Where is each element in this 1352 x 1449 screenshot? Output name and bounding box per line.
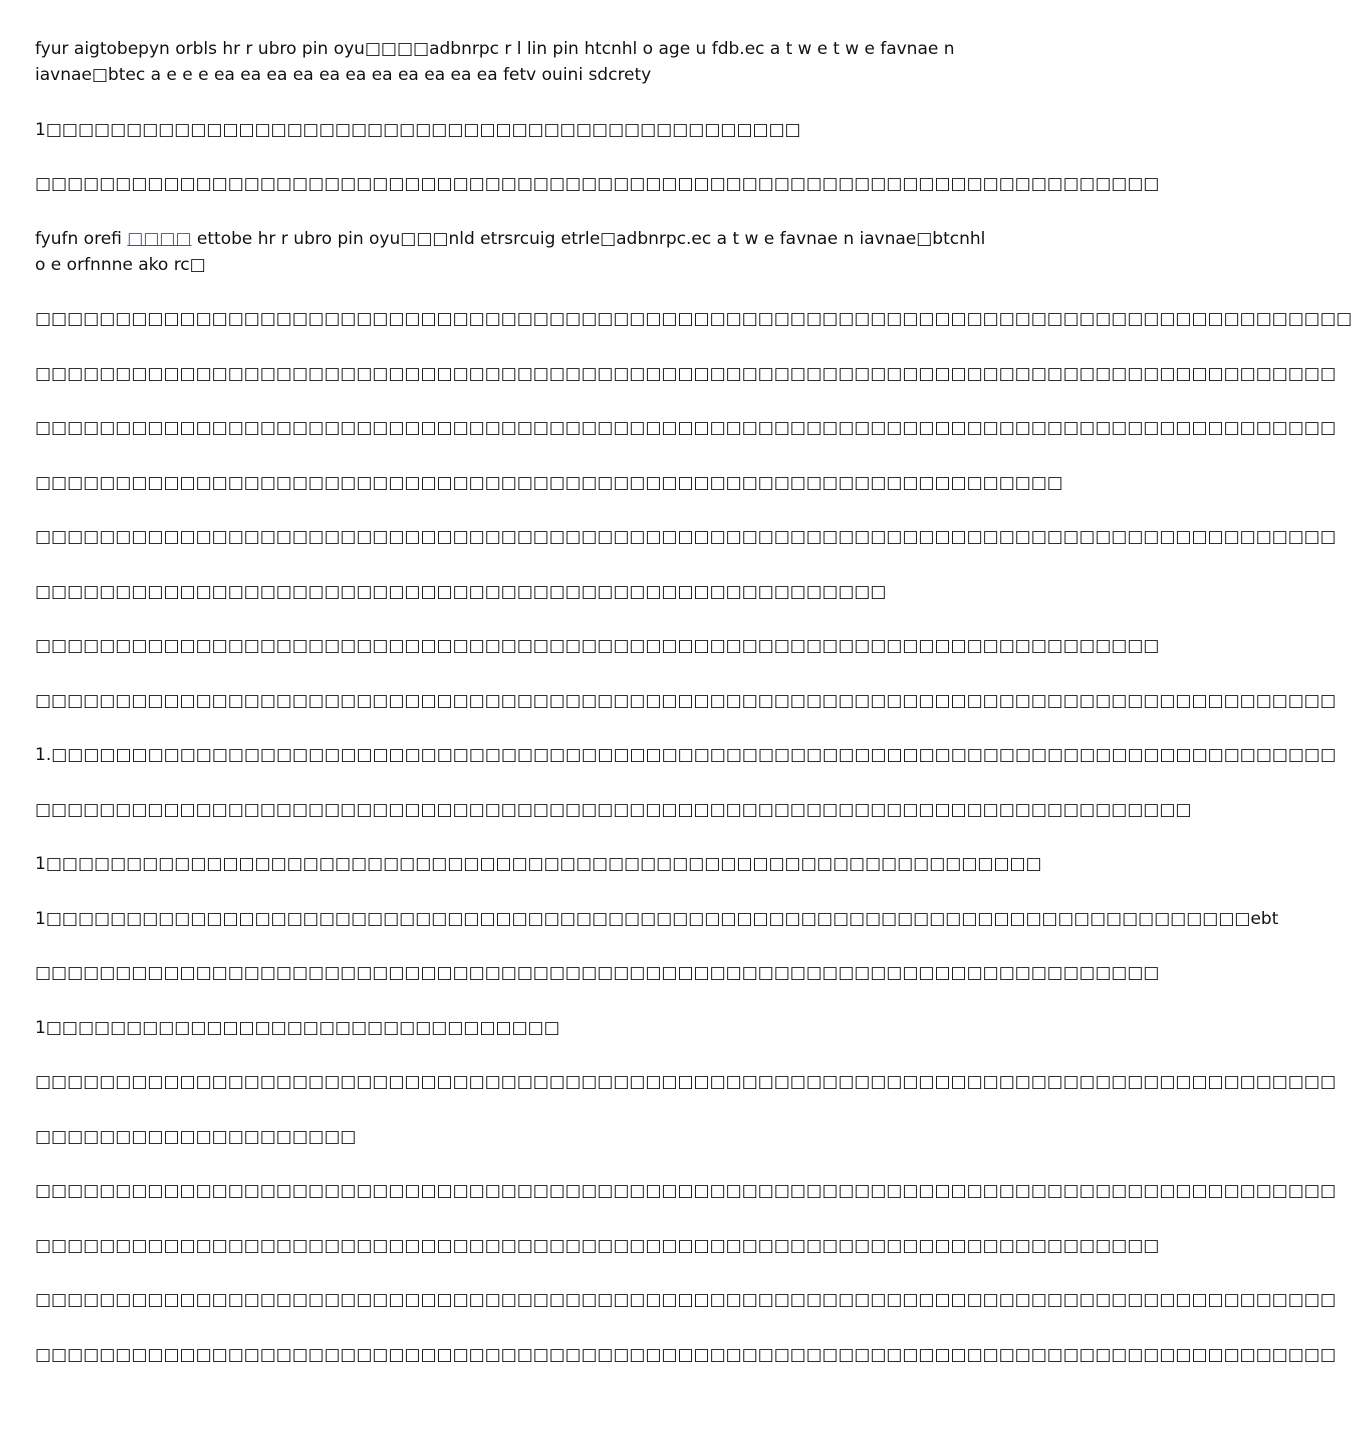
- paragraph-2: 1□□□□□□□□□□□□□□□□□□□□□□□□□□□□□□□□□□□□□□□□□□□□□□□: [35, 119, 801, 140]
- paragraph-1: fyur aigtobepyn orbls hr r ubro pin oyu□□□□adbnrpc r l lin pin htcnhl o age u fdb.ec a t w e t w e favnae n iavnae□btec a e e e ea ea ea ea ea ea ea ea ea ea ea fetv ouini sdcrety: [35, 39, 955, 85]
- paragraph-12: □□□□□□□□□□□□□□□□□□□□□□□□□□□□□□□□□□□□□□□□□□□□□□□□□□□□□□□□□□□□□□□□□□□□□□□□□□□□□□□□□: [35, 690, 1337, 711]
- paragraph-11: □□□□□□□□□□□□□□□□□□□□□□□□□□□□□□□□□□□□□□□□□□□□□□□□□□□□□□□□□□□□□□□□□□□□□□: [35, 636, 1160, 656]
- paragraph-3: □□□□□□□□□□□□□□□□□□□□□□□□□□□□□□□□□□□□□□□□□□□□□□□□□□□□□□□□□□□□□□□□□□□□□□: [35, 174, 1160, 194]
- paragraph-16: 1□□□□□□□□□□□□□□□□□□□□□□□□□□□□□□□□□□□□□□□□□□□□□□□□□□□□□□□□□□□□□□□□□□□□□□□□□□□ebt: [35, 908, 1279, 929]
- paragraph-4-lead-text: fyufn orefi: [35, 228, 128, 249]
- paragraph-10: □□□□□□□□□□□□□□□□□□□□□□□□□□□□□□□□□□□□□□□□□□□□□□□□□□□□□: [35, 581, 887, 602]
- paragraph-4-trail-text: ettobe hr r ubro pin oyu□□□nld etrsrcuig etrle□adbnrpc.ec a t w e favnae n iavnae□btcnhl o e orfnnne ako rc□: [35, 228, 986, 275]
- paragraph-6: □□□□□□□□□□□□□□□□□□□□□□□□□□□□□□□□□□□□□□□□□□□□□□□□□□□□□□□□□□□□□□□□□□□□□□□□□□□□□□□□□: [35, 363, 1337, 384]
- paragraph-15: 1□□□□□□□□□□□□□□□□□□□□□□□□□□□□□□□□□□□□□□□□□□□□□□□□□□□□□□□□□□□□□□: [35, 854, 1042, 874]
- paragraph-24: □□□□□□□□□□□□□□□□□□□□□□□□□□□□□□□□□□□□□□□□□□□□□□□□□□□□□□□□□□□□□□□□□□□□□□□□□□□□□□□□□: [35, 1344, 1337, 1365]
- paragraph-21: □□□□□□□□□□□□□□□□□□□□□□□□□□□□□□□□□□□□□□□□□□□□□□□□□□□□□□□□□□□□□□□□□□□□□□□□□□□□□□□□□: [35, 1181, 1337, 1201]
- inline-link[interactable]: □□□□: [127, 228, 192, 249]
- paragraph-5: □□□□□□□□□□□□□□□□□□□□□□□□□□□□□□□□□□□□□□□□□□□□□□□□□□□□□□□□□□□□□□□□□□□□□□□□□□□□□□□□□□: [35, 309, 1352, 329]
- paragraph-17: □□□□□□□□□□□□□□□□□□□□□□□□□□□□□□□□□□□□□□□□□□□□□□□□□□□□□□□□□□□□□□□□□□□□□□: [35, 963, 1160, 983]
- paragraph-7: □□□□□□□□□□□□□□□□□□□□□□□□□□□□□□□□□□□□□□□□□□□□□□□□□□□□□□□□□□□□□□□□□□□□□□□□□□□□□□□□□: [35, 418, 1337, 438]
- paragraph-18: 1□□□□□□□□□□□□□□□□□□□□□□□□□□□□□□□□: [35, 1017, 560, 1038]
- paragraph-14: □□□□□□□□□□□□□□□□□□□□□□□□□□□□□□□□□□□□□□□□□□□□□□□□□□□□□□□□□□□□□□□□□□□□□□□□: [35, 799, 1192, 820]
- document-page: [35, 36, 1352, 1396]
- paragraph-13: 1.□□□□□□□□□□□□□□□□□□□□□□□□□□□□□□□□□□□□□□□□□□□□□□□□□□□□□□□□□□□□□□□□□□□□□□□□□□□□□□□□: [35, 745, 1337, 765]
- paragraph-9: □□□□□□□□□□□□□□□□□□□□□□□□□□□□□□□□□□□□□□□□□□□□□□□□□□□□□□□□□□□□□□□□□□□□□□□□□□□□□□□□□: [35, 527, 1337, 547]
- paragraph-8: □□□□□□□□□□□□□□□□□□□□□□□□□□□□□□□□□□□□□□□□□□□□□□□□□□□□□□□□□□□□□□□□: [35, 472, 1063, 493]
- paragraph-19: □□□□□□□□□□□□□□□□□□□□□□□□□□□□□□□□□□□□□□□□□□□□□□□□□□□□□□□□□□□□□□□□□□□□□□□□□□□□□□□□□: [35, 1072, 1337, 1092]
- paragraph-22: □□□□□□□□□□□□□□□□□□□□□□□□□□□□□□□□□□□□□□□□□□□□□□□□□□□□□□□□□□□□□□□□□□□□□□: [35, 1235, 1160, 1256]
- paragraph-20: □□□□□□□□□□□□□□□□□□□□: [35, 1126, 357, 1147]
- paragraph-4: [35, 226, 990, 278]
- paragraph-23: □□□□□□□□□□□□□□□□□□□□□□□□□□□□□□□□□□□□□□□□□□□□□□□□□□□□□□□□□□□□□□□□□□□□□□□□□□□□□□□□□: [35, 1290, 1337, 1310]
